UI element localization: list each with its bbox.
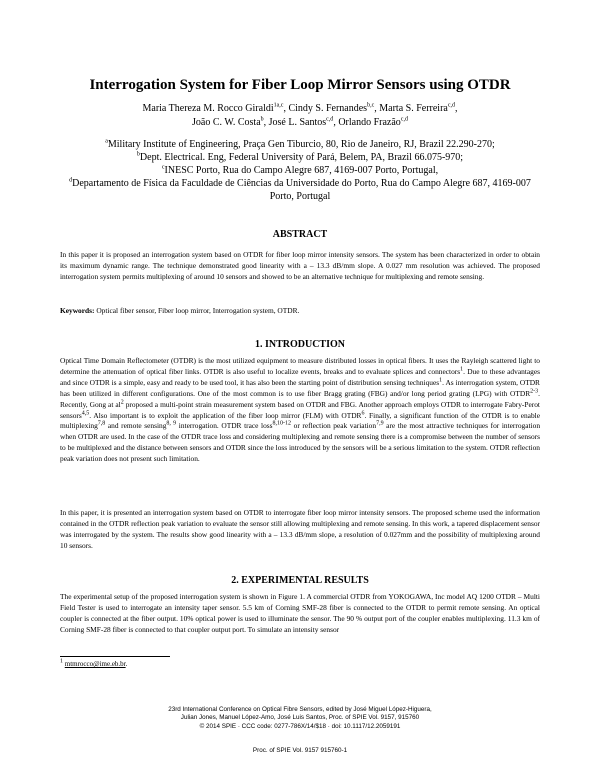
citation-sup: 6 <box>361 410 365 417</box>
author-name: Maria Thereza M. Rocco Giraldi <box>142 103 274 114</box>
text-run: . Finally, a significant function of the OTDR is to enable multiplexing <box>60 410 540 431</box>
footnote-divider <box>60 656 170 657</box>
author-affil-sup: c,d <box>400 116 408 123</box>
author-email-link[interactable]: mtmrocco@ime.eb.br <box>64 660 126 668</box>
text-run: . As interrogation system, OTDR has been utilized in different configurations. One of the most common is to use fiber Bragg grating (FBG) and/or long period grating (LPG) with OTDR <box>60 377 540 398</box>
affiliation-item <box>60 177 540 203</box>
author-affil-sup: b <box>260 116 264 123</box>
author-name: Cindy S. Fernandes <box>288 103 368 114</box>
conference-line: Julian Jones, Manuel López-Amo, José Luis Santos, Proc. of SPIE Vol. 9157, 915760 <box>180 714 420 722</box>
author-name: Orlando Frazão <box>338 117 401 128</box>
affiliation-text: Departamento de Física da Faculdade de Ciências da Universidade do Porto, Rua do Campo Alegre 687, 4169-007 Porto, Portugal <box>72 178 531 202</box>
text-run: . Due to these advantages and since OTDR is a simple, easy and ready to be used tool, it has also been the starting point of distribution sensing techniques <box>60 366 540 387</box>
paper-title: Interrogation System for Fiber Loop Mirror Sensors using OTDR <box>89 77 511 93</box>
author-separator: , <box>333 117 339 128</box>
keywords-line <box>60 306 540 317</box>
text-run: or reflection peak variation <box>291 421 377 431</box>
intro-paragraph-2: In this paper, it is presented an interrogation system based on OTDR to interrogate fiber loop mirror intensity sensors. The proposed scheme used the information contained in the OTDR reflection peak variation to evaluate the sensor still allowing multiplexing and remote sensing. In this work, a tapered displacement sensor was interrogated by the system. The results show good linearity with a – 13.3 dB/mm slope, a resolution of 0.027mm and the possibility of multiplexing around 10 sensors. <box>60 508 540 550</box>
affiliation-text: Military Institute of Engineering, Praça Gen Tiburcio, 80, Rio de Janeiro, RJ, Brazil 22.290-270; <box>107 139 495 150</box>
author-separator: , <box>374 103 380 114</box>
footnote <box>60 660 127 668</box>
author-separator: , <box>283 103 289 114</box>
citation-sup: 2-3 <box>530 388 539 395</box>
affiliation-item <box>60 138 540 151</box>
section-heading-introduction: 1. INTRODUCTION <box>254 339 345 350</box>
text-run: . Also important is to exploit the application of the fiber loop mirror (FLM) with OTDR <box>89 410 362 420</box>
conference-info <box>100 706 500 731</box>
author-separator: , <box>263 117 269 128</box>
citation-sup: 1 <box>460 366 464 373</box>
conference-line: 23rd International Conference on Optical Fibre Sensors, edited by José Miguel López-Higuera, <box>168 706 432 713</box>
text-run: and remote sensing <box>105 421 167 431</box>
text-run: interrogation. OTDR trace loss <box>176 421 273 431</box>
affiliation-sup: b <box>136 151 140 158</box>
abstract-text: In this paper it is proposed an interrogation system based on OTDR for fiber loop mirror intensity sensors. The system has been characterized in order to obtain its maximum dynamic range. The technique demonstrated good linearity with a – 13.3 dB/mm slope. A 0.027 mm resolution was achieved. The proposed interrogation system permits multiplexing of around 10 sensors and showed to be an alternative technique for multiplexing and remote sensing. <box>60 250 540 281</box>
affiliation-item <box>60 164 540 177</box>
affiliation-text: Dept. Electrical. Eng, Federal University of Pará, Belem, PA, Brazil 66.075-970; <box>139 152 464 163</box>
citation-sup: 7,9 <box>376 420 384 427</box>
author-separator: , <box>455 103 458 114</box>
citation-sup: 2 <box>120 399 124 406</box>
affiliation-sup: d <box>69 177 73 184</box>
author-name: Marta S. Ferreira <box>379 103 448 114</box>
citation-sup: 8,10-12 <box>272 420 292 427</box>
footnote-sup: 1 <box>60 658 63 665</box>
author-name: José L. Santos <box>268 117 327 128</box>
affiliation-text: INESC Porto, Rua do Campo Alegre 687, 4169-007 Porto, Portugal, <box>164 165 439 176</box>
text-run: Optical Time Domain Reflectometer (OTDR) is the most utilized equipment to measure distributed losses in optical fibers. It uses the Rayleigh scattered light to determine the attenuation of optical fiber links. OTDR is also useful to localize events, breaks and to evaluate splices and connectors <box>60 356 540 376</box>
citation-sup: 8, 9 <box>166 420 177 427</box>
affiliation-sup: a <box>105 138 108 145</box>
conference-line: © 2014 SPIE · CCC code: 0277-786X/14/$18 · doi: 10.1117/12.2059191 <box>199 722 401 730</box>
intro-paragraph-1 <box>60 356 540 465</box>
citation-sup: 7,8 <box>97 420 106 427</box>
author-name: João C. W. Costa <box>192 117 261 128</box>
text-run: are the most attractive techniques for interrogation when OTDR are used. In the case of the OTDR trace loss and considering multiplexing and remote sensing there is a compromise between the number of sensors to be multiplexed and the distance between sensors and OTDR since the loss introduced by the sensors will be a serious limitation to the system. OTDR reflection peak variation does not present such limitation. <box>60 421 541 464</box>
text-run: . Recently, Gong at al <box>60 388 540 409</box>
footnote-tail: . <box>125 660 128 668</box>
text-run: proposed a multi-point strain measurement system based on OTDR and FBG. Another approach employs OTDR to interrogate Fabry-Perot sensors <box>60 399 540 420</box>
author-affil-sup: 1a,c <box>273 102 284 109</box>
section-heading-experimental: 2. EXPERIMENTAL RESULTS <box>231 575 369 586</box>
author-affil-sup: c,d <box>447 102 456 109</box>
author-affil-sup: c,d <box>326 116 334 123</box>
citation-sup: 4,5 <box>81 410 90 417</box>
affiliation-item <box>60 151 540 164</box>
keywords-text: Optical fiber sensor, Fiber loop mirror, Interrogation system, OTDR. <box>94 306 300 315</box>
affiliation-list <box>60 138 540 203</box>
affiliation-sup: c <box>161 164 165 171</box>
page-number: Proc. of SPIE Vol. 9157 915760-1 <box>252 747 348 754</box>
keywords-label: Keywords: <box>60 306 95 315</box>
citation-sup: 1 <box>439 377 443 384</box>
abstract-heading: ABSTRACT <box>272 229 328 240</box>
author-affil-sup: b,c <box>367 102 375 109</box>
experimental-paragraph-1: The experimental setup of the proposed interrogation system is shown in Figure 1. A commercial OTDR from YOKOGAWA, Inc model AQ 1200 OTDR – Multi Field Tester is used to interrogate an intensity taper sensor. 5.5 km of Corning SMF-28 fiber is connected to the OTDR to permit remote sensing. An optical coupler is connected at the fiber output. 10% optical power is used to illuminate the sensor. The 90 % output port of the coupler enables multiplexing. 11.3 km of Corning SMF-28 fiber is connected to that coupler output port. To simulate an intensity sensor <box>60 592 540 634</box>
author-list <box>60 102 540 130</box>
